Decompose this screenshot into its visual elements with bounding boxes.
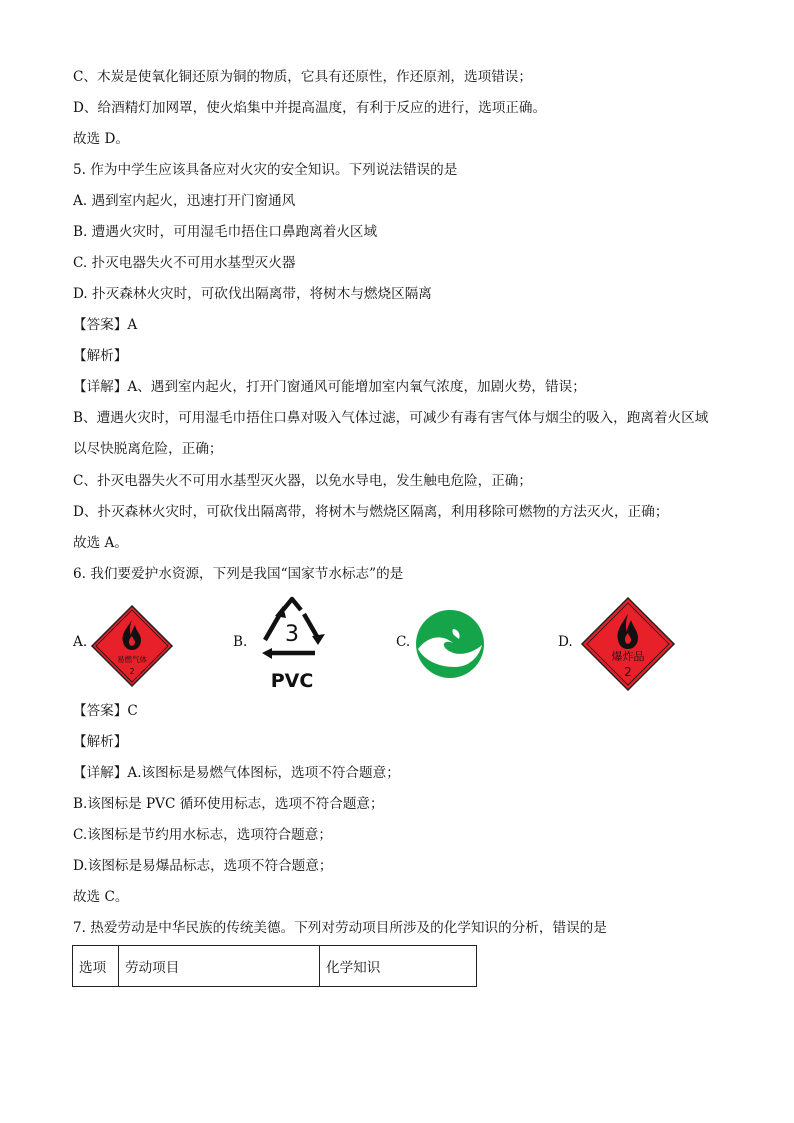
table-header-chem-knowledge: 化学知识 <box>320 946 477 987</box>
answer-select-d: 故选 D。 <box>73 131 130 147</box>
flammable-gas-label: 易燃气体 <box>117 655 147 664</box>
q6-option-d-label: D. <box>558 634 573 650</box>
q5-detail-b: B、遭遇火灾时，可用湿毛巾捂住口鼻对吸入气体过滤，可减少有毒有害气体与烟尘的吸入，跑离着火区域以尽快脱离危险，正确； <box>73 410 709 457</box>
question-6: 6. 我们要爱护水资源，下列是我国“国家节水标志”的是 <box>73 566 404 582</box>
q6-option-c-label: C. <box>396 634 411 650</box>
table-header-labor-item: 劳动项目 <box>119 946 320 987</box>
question-5: 5. 作为中学生应该具备应对火灾的安全知识。下列说法错误的是 <box>73 162 458 178</box>
q6-option-b-label: B. <box>233 634 248 650</box>
q5-select: 故选 A。 <box>73 535 128 551</box>
q5-analysis-heading: 【解析】 <box>73 348 128 364</box>
q6-select: 故选 C。 <box>73 889 129 905</box>
pvc-recycling-icon <box>252 596 332 692</box>
q5-option-c: C. 扑灭电器失火不可用水基型灭火器 <box>73 255 296 271</box>
q5-detail-a: 【详解】A、遇到室内起火，打开门窗通风可能增加室内氧气浓度，加剧火势，错误； <box>73 379 586 395</box>
table-header-row <box>73 946 477 987</box>
q6-option-a-label: A. <box>73 634 88 650</box>
q5-option-b: B. 遭遇火灾时，可用湿毛巾捂住口鼻跑离着火区域 <box>73 224 378 240</box>
explosive-diamond-icon <box>580 596 676 692</box>
pvc-number: 3 <box>285 622 299 647</box>
q6-answer: 【答案】C <box>73 703 138 719</box>
q6-analysis-heading: 【解析】 <box>73 734 128 750</box>
q5-option-d: D. 扑灭森林火灾时，可砍伐出隔离带，将树木与燃烧区隔离 <box>73 286 432 302</box>
line-d-alcohol-lamp: D、给酒精灯加网罩，使火焰集中并提高温度，有利于反应的进行，选项正确。 <box>73 100 547 116</box>
q6-detail-b: B.该图标是 PVC 循环使用标志，选项不符合题意； <box>73 796 384 812</box>
question-7: 7. 热爱劳动是中华民族的传统美德。下列对劳动项目所涉及的化学知识的分析，错误的是 <box>73 920 607 936</box>
q6-detail-c: C.该图标是节约用水标志，选项符合题意； <box>73 827 332 843</box>
q5-answer: 【答案】A <box>73 317 138 333</box>
explosive-label: 爆炸品 <box>611 650 645 663</box>
q7-table <box>72 945 477 987</box>
pvc-text: PVC <box>270 670 314 692</box>
flammable-gas-class: 2 <box>129 667 135 676</box>
q6-detail-a: 【详解】A.该图标是易燃气体图标，选项不符合题意； <box>73 765 400 781</box>
q5-option-a: A. 遇到室内起火，迅速打开门窗通风 <box>73 193 296 209</box>
water-saving-icon <box>415 609 485 679</box>
line-c-charcoal: C、木炭是使氧化铜还原为铜的物质，它具有还原性，作还原剂，选项错误； <box>73 69 532 85</box>
q6-detail-d: D.该图标是易爆品标志，选项不符合题意； <box>73 858 333 874</box>
q5-detail-c: C、扑灭电器失火不可用水基型灭火器，以免水导电，发生触电危险，正确； <box>73 473 532 489</box>
q5-detail-d: D、扑灭森林火灾时，可砍伐出隔离带，将树木与燃烧区隔离，利用移除可燃物的方法灭火，正确； <box>73 504 669 520</box>
table-header-option: 选项 <box>73 946 119 987</box>
explosive-class: 2 <box>624 665 632 679</box>
flammable-gas-diamond-icon <box>90 604 174 688</box>
